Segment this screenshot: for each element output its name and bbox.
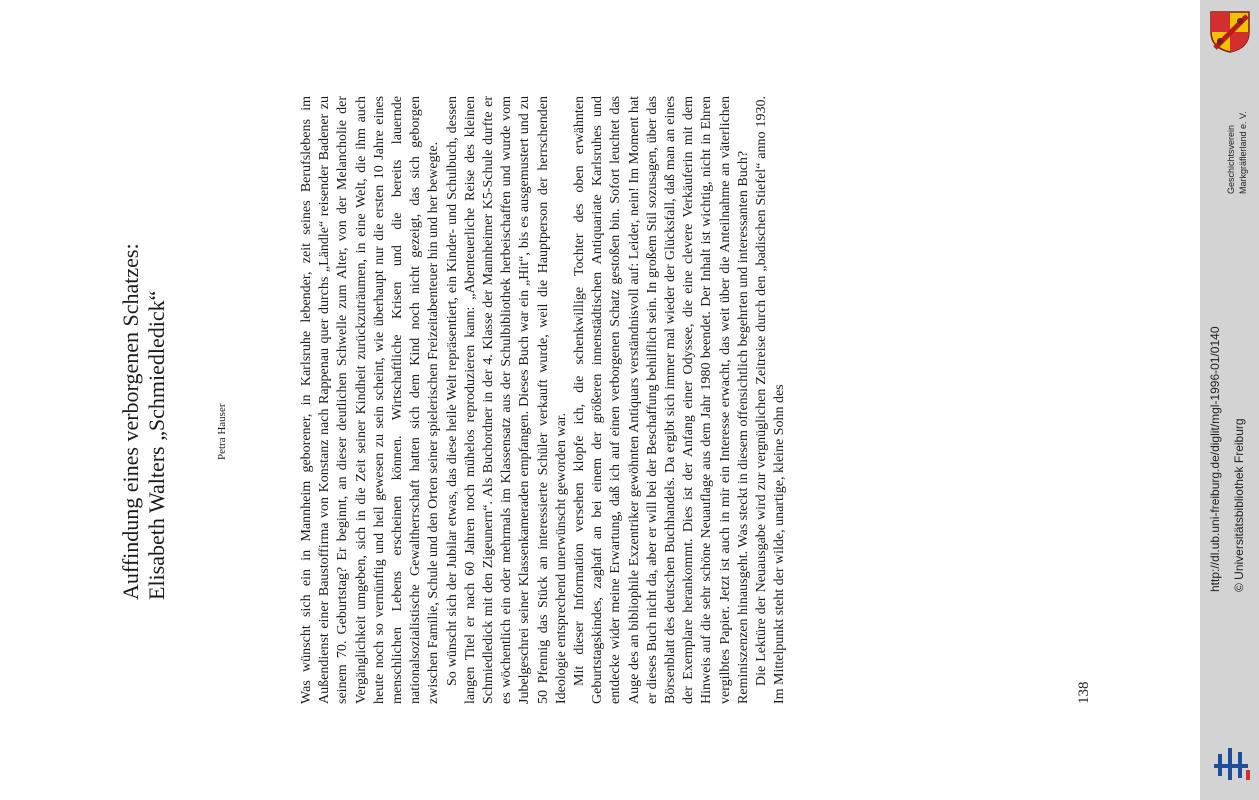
article-body xyxy=(298,96,789,704)
paragraph: Was wünscht sich ein in Mannheim geborener, in Karlsruhe lebender, zeit seines Berufslebens im Außendienst einer Baustoffirma von Konstanz nach Rappenau quer durchs „Ländle“ reisender Badener zu seinem 70. Geburtstag? Er beginnt, an dieser deutlichen Schwelle zum Alter, von der Melancholie der Vergänglichkeit umgeben, sich in die Zeit seiner Kindheit zurückzuträumen, in eine Welt, die ihm auch heute noch so vernünftig und heil gewesen zu sein scheint, wie überhaupt nur die ersten 10 Jahre eines menschlichen Lebens erscheinen können. Wirtschaftliche Krisen und die bereits lauernde nationalsozialistische Gewaltherrschaft hatten sich dem Kind noch nicht gezeigt, das sich geborgen zwischen Familie, Schule und den Orten seiner spielerischen Freizeitabenteuer hin und her bewegte. xyxy=(299,96,442,704)
copyright-notice: © Universitätsbibliothek Freiburg xyxy=(1232,418,1246,592)
title-line-1: Auffindung eines verborgenen Schatzes: xyxy=(118,243,143,600)
paragraph: Die Lektüre der Neuausgabe wird zur vergnüglichen Zeitreise durch den „badischen Stiefel“ anno 1930. Im Mittelpunkt steht der wilde, unartige, kleine Sohn des xyxy=(754,96,788,704)
paragraph: So wünscht sich der Jubilar etwas, das diese heile Welt repräsentiert, ein Kinder- und Schulbuch, dessen langen Titel er nach 60 Jahren noch mühelos reproduzieren kann: „Abenteuerliche Reise des kleinen Schmiedledick mit den Zigeunern“. Als Buchordner in der 4. Klasse der Mannheimer K5-Schule durfte er es wöchentlich ein oder mehrmals im Klassensatz aus der Schulbibliothek herbeischaffen und wurde vom Jubelgeschrei seiner Klassenkameraden empfangen. Dieses Buch war ein „Hit“, bis es ausgemustert und zu 50 Pfennig das Stück an interessierte Schüler verkauft wurde, weil die Hauptperson der herrschenden Ideologie entsprechend unerwünscht geworden war. xyxy=(444,96,569,704)
ub-freiburg-logo-icon xyxy=(1208,744,1254,784)
page-number: 138 xyxy=(1076,681,1092,704)
viewer-sidebar xyxy=(1200,0,1259,800)
society-name-line-1: Geschichtsverein xyxy=(1226,124,1236,194)
source-url-link[interactable]: http://dl.ub.uni-freiburg.de/diglit/mgl-1996-01/0140 xyxy=(1208,326,1222,592)
title-line-2: Elisabeth Walters „Schmiedledick“ xyxy=(144,290,169,600)
society-name-line-2: Markgräflerland e. V. xyxy=(1238,111,1248,194)
article-title xyxy=(118,60,170,600)
sidebar-rotated-text xyxy=(1200,0,1259,800)
paragraph: Mit dieser Information versehen klopfe ich, die schenkwillige Tochter des oben erwähnten Geburtstagskindes, zaghaft an bei einem der größeren innenstädtischen Antiquariate Karlsruhes und entdecke wider meine Erwartung, daß ich auf einen verborgenen Schatz gestoßen bin. Sofort leuchtet das Auge des an bibliophile Exzentriker gewöhnten Antiquars verständnisvoll auf: Leider, nein! Im Moment hat er dieses Buch nicht da, aber er will bei der Beschaffung behilflich sein. In großem Stil sozusagen, über das Börsenblatt des deutschen Buchhandels. Da ergibt sich immer mal wieder der Glücksfall, daß man an eines der Exemplare herankommt. Dies ist der Anfang einer Odyssee, die eine clevere Verkäuferin mit dem Hinweis auf die sehr schöne Neuauflage aus dem Jahr 1980 beendet. Der Inhalt ist wichtig, nicht in Ehren vergilbtes Papier. Jetzt ist auch in mir ein Interesse erwacht, das weit über die Anteilnahme an väterlichen Reminiszenzen hinausgeht. Was steckt in diesem offensichtlich begehrten und interessanten Buch? xyxy=(572,96,751,704)
author-name: Petra Hauser xyxy=(216,403,228,460)
coat-of-arms-icon xyxy=(1207,8,1253,54)
